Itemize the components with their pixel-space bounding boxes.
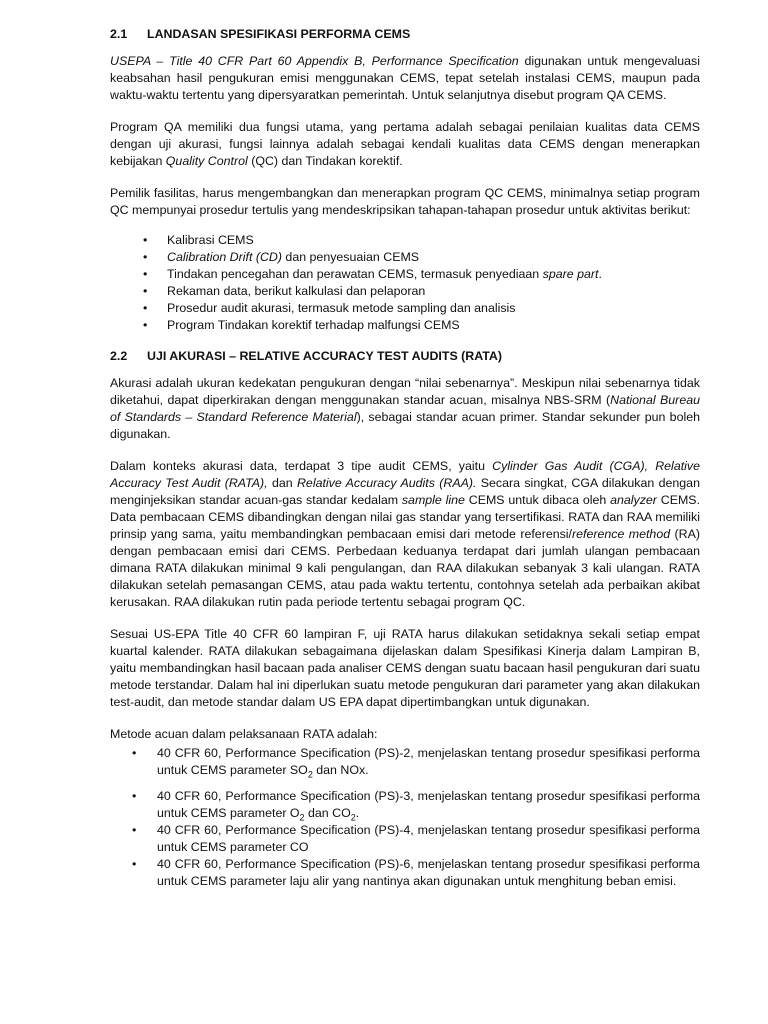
list-item [110, 317, 700, 334]
bullet-icon: • [143, 301, 148, 315]
text: 40 CFR 60, Performance Specification (PS)-3, menjelaskan tentang prosedur spesifikasi performa untuk CEMS parameter O [157, 789, 700, 820]
list-item [110, 822, 700, 856]
text: Rekaman data, berikut kalkulasi dan pelaporan [167, 284, 426, 298]
text: Dalam konteks akurasi data, terdapat 3 tipe audit CEMS, yaitu [110, 459, 493, 473]
text: dan penyesuaian CEMS [281, 250, 420, 264]
text: Program Tindakan korektif terhadap malfungsi CEMS [167, 318, 460, 332]
italic-text: analyzer [610, 493, 657, 507]
section-number: 2.1 [110, 27, 128, 41]
bullet-icon: • [143, 284, 148, 298]
italic-text: Calibration Drift (CD) [167, 250, 282, 264]
section-heading-2-1 [110, 26, 700, 43]
text: ), sebagai standar acuan primer. Standar sekunder pun boleh digunakan. [110, 410, 701, 441]
italic-text: National Bureau of Standards – Standard Reference Material [110, 393, 700, 424]
section-title: UJI AKURASI – RELATIVE ACCURACY TEST AUDITS (RATA) [147, 349, 502, 363]
subscript: 2 [299, 812, 305, 823]
italic-text: reference method [572, 527, 671, 541]
list-item [110, 300, 700, 317]
italic-text: Cylinder Gas Audit (CGA), Relative Accuracy Test Audit (RATA), [110, 459, 700, 490]
text: (QC) dan Tindakan korektif. [247, 154, 403, 168]
paragraph [110, 119, 700, 170]
text: 40 CFR 60, Performance Specification (PS)-4, menjelaskan tentang prosedur spesifikasi performa untuk CEMS parameter CO [157, 823, 700, 854]
paragraph [110, 375, 700, 443]
bullet-icon: • [132, 823, 137, 837]
text: Program QA memiliki dua fungsi utama, yang pertama adalah sebagai penilaian kualitas data CEMS dengan uji akurasi, fungsi lainnya adalah sebagai kendali kualitas data CEMS dengan menerapkan kebijakan [110, 120, 700, 168]
paragraph: Metode acuan dalam pelaksanaan RATA adalah: [110, 727, 378, 741]
list-item [110, 283, 700, 300]
list-item [110, 745, 700, 779]
bullet-icon: • [132, 746, 137, 760]
italic-text: sample line [401, 493, 465, 507]
bullet-icon: • [143, 233, 148, 247]
section-heading-2-2 [110, 348, 700, 365]
italic-text: USEPA – Title 40 CFR Part 60 Appendix B, Performance Specification [110, 54, 519, 68]
activity-list [110, 232, 700, 334]
section-title: LANDASAN SPESIFIKASI PERFORMA CEMS [147, 27, 411, 41]
text: Secara singkat, CGA dilakukan dengan menginjeksikan standar acuan-gas standar kedalam [110, 476, 700, 507]
bullet-icon: • [132, 857, 137, 871]
paragraph: Sesuai US-EPA Title 40 CFR 60 lampiran F, uji RATA harus dilakukan setidaknya sekali setiap empat kuartal kalender. RATA dilakukan sebagaimana dijelaskan dalam Spesifikasi Kinerja dalam Lampiran B, yaitu membandingkan hasil bacaan pada analiser CEMS dengan suatu bacaan hasil pengukuran dari suatu metode terstandar. Dalam hal ini diperlukan suatu metode pengukuran dari parameter yang akan dilakukan test-audit, dan metode standar dalam US EPA dapat dipertimbangkan untuk digunakan. [110, 627, 700, 709]
subscript: 2 [350, 812, 356, 823]
text: 40 CFR 60, Performance Specification (PS)-6, menjelaskan tentang prosedur spesifikasi performa untuk CEMS parameter laju alir yang nantinya akan digunakan untuk menghitung beban emisi. [157, 857, 700, 888]
text: . [355, 806, 360, 820]
bullet-icon: • [143, 267, 148, 281]
italic-text: Relative Accuracy Audits (RAA). [296, 476, 477, 490]
bullet-icon: • [143, 318, 148, 332]
text: Prosedur audit akurasi, termasuk metode sampling dan analisis [167, 301, 516, 315]
text: dan NOx. [312, 763, 369, 777]
text: dan CO [304, 806, 351, 820]
paragraph [110, 53, 700, 104]
text: CEMS. Data pembacaan CEMS dibandingkan dengan nilai gas standar yang tersertifikasi. RATA dan RAA memiliki prinsip yang sama, yaitu membandingkan pembacaan emisi dari metode referensi/ [110, 493, 700, 541]
text: 40 CFR 60, Performance Specification (PS)-2, menjelaskan tentang prosedur spesifikasi performa untuk CEMS parameter SO [157, 746, 700, 777]
list-item [110, 856, 700, 890]
list-item [110, 232, 700, 249]
list-item [110, 788, 700, 822]
text: digunakan untuk mengevaluasi keabsahan hasil pengukuran emisi menggunakan CEMS, tepat setelah instalasi CEMS, maupun pada waktu-waktu tertentu yang dipersyaratkan pemerintah. Untuk selanjutnya disebut program QA CEMS. [110, 54, 700, 102]
text: . [598, 267, 602, 281]
italic-text: Quality Control [165, 154, 248, 168]
text: Kalibrasi CEMS [167, 233, 254, 247]
text: Akurasi adalah ukuran kedekatan pengukuran dengan “nilai sebenarnya”. Meskipun nilai sebenarnya tidak diketahui, dapat diperkirakan dengan menggunakan standar acuan, misalnya NBS-SRM ( [110, 376, 700, 407]
paragraph: Pemilik fasilitas, harus mengembangkan dan menerapkan program QC CEMS, minimalnya setiap program QC mempunyai prosedur tertulis yang mendeskripsikan tahapan-tahapan prosedur untuk aktivitas berikut: [110, 186, 700, 217]
italic-text: spare part [542, 267, 599, 281]
text: Tindakan pencegahan dan perawatan CEMS, termasuk penyediaan [167, 267, 543, 281]
text: (RA) dengan pembacaan emisi dari CEMS. Perbedaan keduanya terdapat dari jumlah ulangan pembacaan dimana RATA dilakukan minimal 9 kali pengulangan, dan RAA dilakukan sebanyak 3 kali ulangan. RATA dilakukan setelah pemasangan CEMS, atau pada waktu tertentu, contohnya setelah ada perbaikan akibat kerusakan. RAA dilakukan rutin pada periode tertentu sebagai program QC. [110, 527, 700, 609]
section-number: 2.2 [110, 349, 128, 363]
list-item [110, 266, 700, 283]
bullet-icon: • [143, 250, 148, 264]
subscript: 2 [307, 769, 313, 780]
text: dan [267, 476, 297, 490]
bullet-icon: • [132, 789, 137, 803]
paragraph [110, 458, 700, 611]
list-item [110, 249, 700, 266]
reference-method-list [110, 745, 700, 890]
text: CEMS untuk dibaca oleh [464, 493, 611, 507]
